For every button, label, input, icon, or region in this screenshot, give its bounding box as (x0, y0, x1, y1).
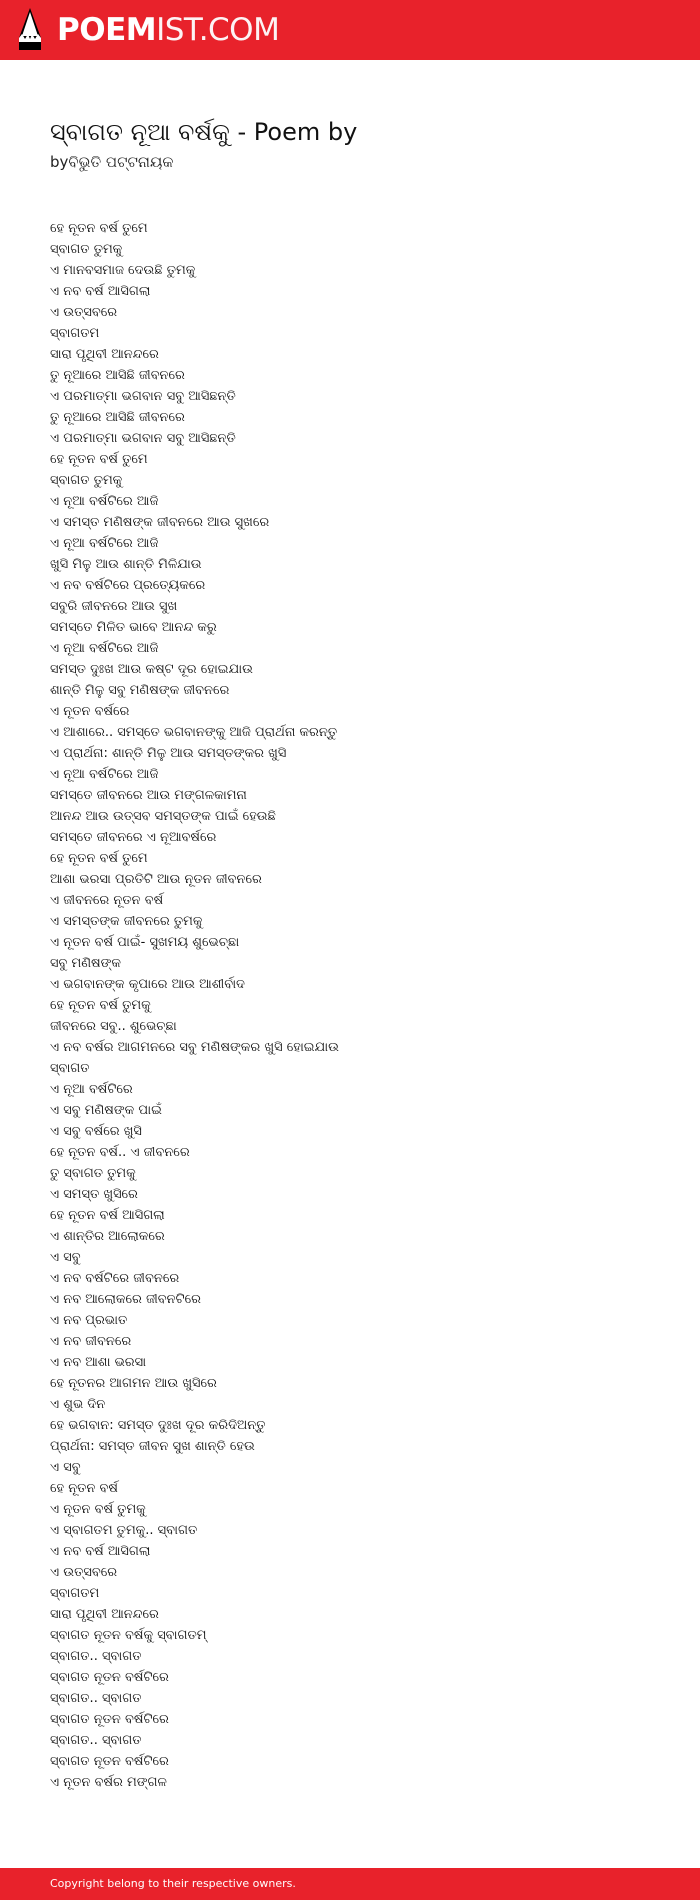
poem-line: ଏ ନବ ବର୍ଷର ଆଗମନରେ ସବୁ ମଣିଷଙ୍କର ଖୁସି ହୋଇଯାଉ (50, 1040, 339, 1055)
poem-line: ସମସ୍ତେ ଜୀବନରେ ଆଉ ମଙ୍ଗଳକାମନା (50, 788, 247, 803)
poem-line: ଏ ଶାନ୍ତିର ଆଲୋକରେ (50, 1229, 165, 1244)
poem-line: ଏ ସମସ୍ତଙ୍କ ଜୀବନରେ ତୁମକୁ (50, 914, 203, 929)
poem-line: ଏ ନୂତନ ବର୍ଷ ପାଇଁ- ସୁଖମୟ ଶୁଭେଚ୍ଛା (50, 935, 240, 950)
poem-line: ସ୍ବାଗତମ (50, 1586, 100, 1601)
poem-line: ଏ ସ୍ବାଗତମ ତୁମକୁ.. ସ୍ବାଗତ (50, 1523, 198, 1538)
poem-line: ଏ ନବ ଆଶା ଭରସା (50, 1355, 147, 1370)
poem-line: ସ୍ବାଗତ ତୁମକୁ (50, 473, 123, 488)
poem-line: ତୁ ସ୍ବାଗତ ତୁମକୁ (50, 1166, 136, 1181)
poem-line: ଏ ଉତ୍ସବରେ (50, 305, 118, 320)
poem-line: ଏ ଜୀବନରେ ନୂତନ ବର୍ଷ (50, 893, 164, 908)
poem-line: ଏ ପ୍ରାର୍ଥନା: ଶାନ୍ତି ମିଳୁ ଆଉ ସମସ୍ତଙ୍କର ଖୁସି (50, 746, 287, 761)
poem-line: ଏ ଉତ୍ସବରେ (50, 1565, 118, 1580)
poem-line: ଏ ନବ ଜୀବନରେ (50, 1334, 132, 1349)
byline-prefix: by (50, 153, 69, 171)
poem-line: ସ୍ବାଗତ ତୁମକୁ (50, 242, 123, 257)
poem-body (50, 218, 660, 1793)
top-bar (0, 0, 700, 60)
poem-line: ଆନନ୍ଦ ଆଉ ଉତ୍ସବ ସମସ୍ତଙ୍କ ପାଇଁ ହେଉଛି (50, 809, 276, 824)
poem-line: ଏ ସବୁ (50, 1250, 81, 1265)
poem-line: ତୁ ନୂଆରେ ଆସିଛି ଜୀବନରେ (50, 368, 185, 383)
poem-line: ଆଶା ଭରସା ପ୍ରତିଟି ଆଉ ନୂତନ ଜୀବନରେ (50, 872, 262, 887)
poem-line: ଏ ନବ ବର୍ଷ ଆସିଗଲା (50, 284, 151, 299)
poem-line: ଏ ନବ ପ୍ରଭାତ (50, 1313, 128, 1328)
poem-header (50, 116, 660, 172)
poem-byline (50, 152, 660, 172)
poem-line: ତୁ ନୂଆରେ ଆସିଛି ଜୀବନରେ (50, 410, 185, 425)
poem-line: ଏ ଭଗବାନଙ୍କ କୃପାରେ ଆଉ ଆଶୀର୍ବାଦ (50, 977, 245, 992)
poem-line: ଏ ନୂତନ ବର୍ଷର ମଙ୍ଗଳ (50, 1775, 167, 1790)
poem-line: ସ୍ବାଗତ.. ସ୍ବାଗତ (50, 1691, 142, 1706)
copyright-notice: Copyright belong to their respective owners. (50, 1877, 296, 1890)
poem-line: ଖୁସି ମିଳୁ ଆଉ ଶାନ୍ତି ମିଳିଯାଉ (50, 557, 202, 572)
poem-line: ଏ ସବୁ ବର୍ଷରେ ଖୁସି (50, 1124, 142, 1139)
poem-line: ସବୁରି ଜୀବନରେ ଆଉ ସୁଖ (50, 599, 178, 614)
poem-line: ସ୍ବାଗତ (50, 1061, 90, 1076)
poem-line: ସ୍ବାଗତ ନୂତନ ବର୍ଷଟିରେ (50, 1670, 169, 1685)
logo-text-light: IST.COM (156, 12, 280, 48)
poem-line: ଏ ନୂଆ ବର୍ଷଟିରେ (50, 1082, 133, 1097)
poem-line: ଏ ସମସ୍ତ ଖୁସିରେ (50, 1187, 138, 1202)
poem-line: ଏ ନବ ବର୍ଷ ଆସିଗଲା (50, 1544, 151, 1559)
poem-line: ସ୍ବାଗତମ (50, 326, 100, 341)
poem-line: ହେ ନୂତନ ବର୍ଷ ତୁମେ (50, 851, 148, 866)
poem-line: ଏ ସମସ୍ତ ମଣିଷଙ୍କ ଜୀବନରେ ଆଉ ସୁଖରେ (50, 515, 270, 530)
poem-line: ଏ ପରମାତ୍ମା ଭଗବାନ ସବୁ ଆସିଛନ୍ତି (50, 431, 236, 446)
site-logo[interactable] (17, 8, 279, 52)
poem-line: ହେ ନୂତନ ବର୍ଷ.. ଏ ଜୀବନରେ (50, 1145, 190, 1160)
poem-line: ଏ ଆଶାରେ.. ସମସ୍ତେ ଭଗବାନଙ୍କୁ ଆଜି ପ୍ରାର୍ଥନା କରନ୍ତୁ (50, 725, 338, 740)
poem-line: ସ୍ବାଗତ ନୂତନ ବର୍ଷକୁ ସ୍ବାଗତମ୍ (50, 1628, 207, 1643)
footer-bar (0, 1868, 700, 1900)
poem-line: ସାରା ପୃଥିବୀ ଆନନ୍ଦରେ (50, 347, 159, 362)
poem-line: ଏ ଶୁଭ ଦିନ (50, 1397, 106, 1412)
poem-line: ଏ ନବ ବର୍ଷଟିରେ ଜୀବନରେ (50, 1271, 180, 1286)
poem-line: ଏ ନୂଆ ବର୍ଷଟିରେ ଆଜି (50, 767, 159, 782)
poem-line: ସମସ୍ତ ଦୁଃଖ ଆଉ କଷ୍ଟ ଦୂର ହୋଇଯାଉ (50, 662, 253, 677)
poem-line: ହେ ନୂତନ ବର୍ଷ ତୁମକୁ (50, 998, 151, 1013)
poem-line: ଏ ନବ ବର୍ଷଟିରେ ପ୍ରତ୍ୟେକରେ (50, 578, 206, 593)
poem-title: ସ୍ବାଗତ ନୂଆ ବର୍ଷକୁ - Poem by (50, 118, 358, 146)
poem-line: ଏ ନୂତନ ବର୍ଷରେ (50, 704, 130, 719)
site-logo-text (57, 8, 279, 52)
author-link[interactable]: ବିଭୁତି ପଟ୍ଟନାୟକ (68, 153, 174, 171)
poem-line: ଏ ସବୁ ମଣିଷଙ୍କ ପାଇଁ (50, 1103, 162, 1118)
logo-text-bold: POEM (57, 12, 157, 48)
poem-line: ଏ ନବ ଆଲୋକରେ ଜୀବନଟିରେ (50, 1292, 201, 1307)
poem-line: ସାରା ପୃଥିବୀ ଆନନ୍ଦରେ (50, 1607, 159, 1622)
poem-line: ଏ ସବୁ (50, 1460, 81, 1475)
poem-line: ସମସ୍ତେ ମିଳିତ ଭାବେ ଆନନ୍ଦ କରୁ (50, 620, 217, 635)
poem-line: ହେ ଭଗବାନ: ସମସ୍ତ ଦୁଃଖ ଦୂର କରିଦିଅନ୍ତୁ (50, 1418, 266, 1433)
poem-line: ଏ ନୂଆ ବର୍ଷଟିରେ ଆଜି (50, 641, 159, 656)
poem-line: ହେ ନୂତନ ବର୍ଷ ତୁମେ (50, 221, 148, 236)
poem-line: ଏ ପରମାତ୍ମା ଭଗବାନ ସବୁ ଆସିଛନ୍ତି (50, 389, 236, 404)
poem-line: ପ୍ରାର୍ଥନା: ସମସ୍ତ ଜୀବନ ସୁଖ ଶାନ୍ତି ହେଉ (50, 1439, 255, 1454)
poem-line: ସ୍ବାଗତ ନୂତନ ବର୍ଷଟିରେ (50, 1754, 169, 1769)
poem-line: ଏ ନୂଆ ବର୍ଷଟିରେ ଆଜି (50, 536, 159, 551)
poem-line: ସମସ୍ତେ ଜୀବନରେ ଏ ନୂଆବର୍ଷରେ (50, 830, 217, 845)
pen-nib-icon (17, 8, 43, 52)
poem-line: ସ୍ବାଗତ.. ସ୍ବାଗତ (50, 1733, 142, 1748)
poem-line: ଶାନ୍ତି ମିଳୁ ସବୁ ମଣିଷଙ୍କ ଜୀବନରେ (50, 683, 230, 698)
poem-line: ଜୀବନରେ ସବୁ.. ଶୁଭେଚ୍ଛା (50, 1019, 177, 1034)
poem-line: ହେ ନୂତନର ଆଗମନ ଆଉ ଖୁସିରେ (50, 1376, 217, 1391)
poem-line: ହେ ନୂତନ ବର୍ଷ ତୁମେ (50, 452, 148, 467)
poem-line: ଏ ନୂତନ ବର୍ଷ ତୁମକୁ (50, 1502, 146, 1517)
poem-line: ଏ ମାନବସମାଜ ଦେଉଛି ତୁମକୁ (50, 263, 196, 278)
poem-line: ଏ ନୂଆ ବର୍ଷଟିରେ ଆଜି (50, 494, 159, 509)
poem-line: ହେ ନୂତନ ବର୍ଷ ଆସିଗଲା (50, 1208, 165, 1223)
poem-line: ହେ ନୂତନ ବର୍ଷ (50, 1481, 118, 1496)
poem-line: ସ୍ବାଗତ.. ସ୍ବାଗତ (50, 1649, 142, 1664)
poem-line: ସବୁ ମଣିଷଙ୍କ (50, 956, 121, 971)
poem-line: ସ୍ବାଗତ ନୂତନ ବର୍ଷଟିରେ (50, 1712, 169, 1727)
